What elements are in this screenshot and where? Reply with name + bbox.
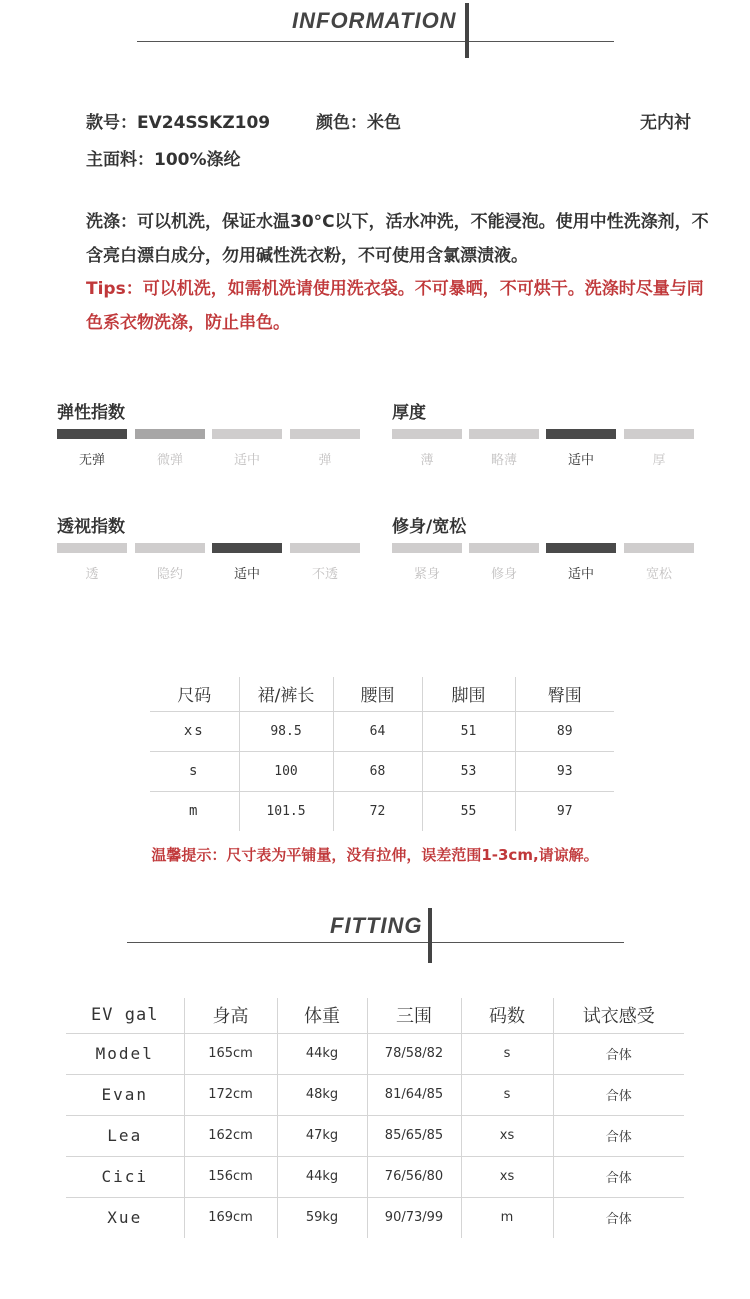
- size-header-waist: 腰围: [333, 677, 422, 711]
- thickness-bar-3: [546, 429, 616, 439]
- size-cell: xs: [461, 1115, 553, 1156]
- fitting-header-weight: 体重: [277, 998, 367, 1033]
- elasticity-option-3: 适中: [233, 453, 260, 468]
- fitting-title: FITTING: [330, 913, 423, 938]
- size-table-header-row: [150, 677, 614, 711]
- thickness-title: 厚度: [392, 403, 426, 423]
- information-underline: [137, 41, 614, 42]
- table-row: [150, 751, 614, 791]
- fit-bar-1: [392, 543, 462, 553]
- washing-tips: Tips：可以机洗，如需机洗请使用洗衣袋。不可暴晒，不可烘干。洗涤时尽量与同色系衣物洗涤，防止串色。: [86, 279, 704, 333]
- transparency-option-4: 不透: [311, 567, 338, 582]
- elasticity-bar-2: [135, 429, 205, 439]
- size-cell: s: [461, 1033, 553, 1074]
- size-cell: s: [461, 1074, 553, 1115]
- color-info: 颜色：米色: [316, 113, 401, 133]
- fitting-header-height: 身高: [184, 998, 277, 1033]
- size-header-hip: 臀围: [515, 677, 614, 711]
- weight-cell: 59kg: [277, 1197, 367, 1238]
- hip-cell: 97: [515, 791, 614, 831]
- fit-bar-4: [624, 543, 694, 553]
- measurements-cell: 76/56/80: [367, 1156, 461, 1197]
- fit-option-2: 修身: [490, 567, 517, 582]
- measurements-cell: 81/64/85: [367, 1074, 461, 1115]
- length-cell: 98.5: [239, 711, 333, 751]
- feel-cell: 合体: [553, 1197, 684, 1238]
- thickness-option-2: 略薄: [490, 453, 517, 468]
- table-row: [66, 1156, 684, 1197]
- hem-cell: 55: [422, 791, 515, 831]
- elasticity-bar-3: [212, 429, 282, 439]
- lining-info: 无内衬: [640, 113, 691, 133]
- transparency-bar-4: [290, 543, 360, 553]
- fitting-header-measurements: 三围: [367, 998, 461, 1033]
- size-cell: xs: [461, 1156, 553, 1197]
- table-row: [66, 1033, 684, 1074]
- table-row: [66, 1074, 684, 1115]
- table-row: [150, 791, 614, 831]
- fitting-accent-bar: [428, 908, 432, 963]
- size-note: 温馨提示：尺寸表为平铺量，没有拉伸，误差范围1-3cm,请谅解。: [151, 846, 599, 864]
- hem-cell: 53: [422, 751, 515, 791]
- thickness-bar-4: [624, 429, 694, 439]
- table-row: [66, 1197, 684, 1238]
- waist-cell: 68: [333, 751, 422, 791]
- fit-option-1: 紧身: [413, 567, 440, 582]
- height-cell: 172cm: [184, 1074, 277, 1115]
- elasticity-title: 弹性指数: [57, 403, 125, 423]
- measurements-cell: 85/65/85: [367, 1115, 461, 1156]
- size-cell: xs: [150, 711, 239, 751]
- height-cell: 156cm: [184, 1156, 277, 1197]
- size-cell: m: [461, 1197, 553, 1238]
- transparency-title: 透视指数: [57, 517, 125, 537]
- thickness-option-4: 厚: [652, 453, 666, 468]
- size-header-length: 裙/裤长: [239, 677, 333, 711]
- elasticity-option-2: 微弹: [156, 453, 183, 468]
- size-header-hem: 脚围: [422, 677, 515, 711]
- weight-cell: 47kg: [277, 1115, 367, 1156]
- fitting-table-header-row: [66, 998, 684, 1033]
- height-cell: 165cm: [184, 1033, 277, 1074]
- thickness-bar-2: [469, 429, 539, 439]
- elasticity-bar-4: [290, 429, 360, 439]
- model-name-cell: Evan: [66, 1074, 184, 1115]
- hip-cell: 93: [515, 751, 614, 791]
- transparency-bar-2: [135, 543, 205, 553]
- fit-bar-3: [546, 543, 616, 553]
- weight-cell: 44kg: [277, 1033, 367, 1074]
- size-header-size: 尺码: [150, 677, 239, 711]
- waist-cell: 64: [333, 711, 422, 751]
- measurements-cell: 90/73/99: [367, 1197, 461, 1238]
- model-name-cell: Cici: [66, 1156, 184, 1197]
- length-cell: 100: [239, 751, 333, 791]
- waist-cell: 72: [333, 791, 422, 831]
- thickness-bar-1: [392, 429, 462, 439]
- transparency-bar-1: [57, 543, 127, 553]
- elasticity-bar-1: [57, 429, 127, 439]
- length-cell: 101.5: [239, 791, 333, 831]
- transparency-option-1: 透: [85, 567, 99, 582]
- fitting-header-size: 码数: [461, 998, 553, 1033]
- fabric-info: 主面料：100%涤纶: [86, 150, 241, 170]
- transparency-bar-3: [212, 543, 282, 553]
- table-row: [150, 711, 614, 751]
- size-table: [150, 677, 614, 831]
- feel-cell: 合体: [553, 1115, 684, 1156]
- weight-cell: 48kg: [277, 1074, 367, 1115]
- hip-cell: 89: [515, 711, 614, 751]
- fitting-underline: [127, 942, 624, 943]
- style-number: 款号：EV24SSKZ109: [86, 113, 271, 133]
- height-cell: 169cm: [184, 1197, 277, 1238]
- transparency-option-2: 隐约: [156, 567, 183, 582]
- measurements-cell: 78/58/82: [367, 1033, 461, 1074]
- feel-cell: 合体: [553, 1156, 684, 1197]
- information-accent-bar: [465, 3, 469, 58]
- size-cell: s: [150, 751, 239, 791]
- height-cell: 162cm: [184, 1115, 277, 1156]
- weight-cell: 44kg: [277, 1156, 367, 1197]
- table-row: [66, 1115, 684, 1156]
- size-cell: m: [189, 803, 200, 820]
- transparency-option-3: 适中: [233, 567, 260, 582]
- fitting-header-name: EV gal: [66, 998, 184, 1033]
- fit-bar-2: [469, 543, 539, 553]
- feel-cell: 合体: [553, 1074, 684, 1115]
- fit-option-4: 宽松: [645, 567, 672, 582]
- model-name-cell: Xue: [107, 1208, 143, 1228]
- fit-option-3: 适中: [567, 567, 594, 582]
- model-name-cell: Model: [66, 1033, 184, 1074]
- washing-instructions: 洗涤：可以机洗，保证水温30°C以下，活水冲洗，不能浸泡。使用中性洗涤剂，不含亮白漂白成分，勿用碱性洗衣粉，不可使用含氯漂渍液。: [86, 212, 709, 266]
- hem-cell: 51: [422, 711, 515, 751]
- elasticity-option-1: 无弹: [78, 453, 105, 468]
- thickness-option-3: 适中: [567, 453, 594, 468]
- information-title: INFORMATION: [292, 8, 457, 33]
- elasticity-option-4: 弹: [318, 453, 332, 468]
- fitting-header-feel: 试衣感受: [553, 998, 684, 1033]
- feel-cell: 合体: [553, 1033, 684, 1074]
- model-name-cell: Lea: [66, 1115, 184, 1156]
- thickness-option-1: 薄: [420, 453, 434, 468]
- fitting-table: [66, 998, 684, 1238]
- fit-title: 修身/宽松: [392, 517, 467, 537]
